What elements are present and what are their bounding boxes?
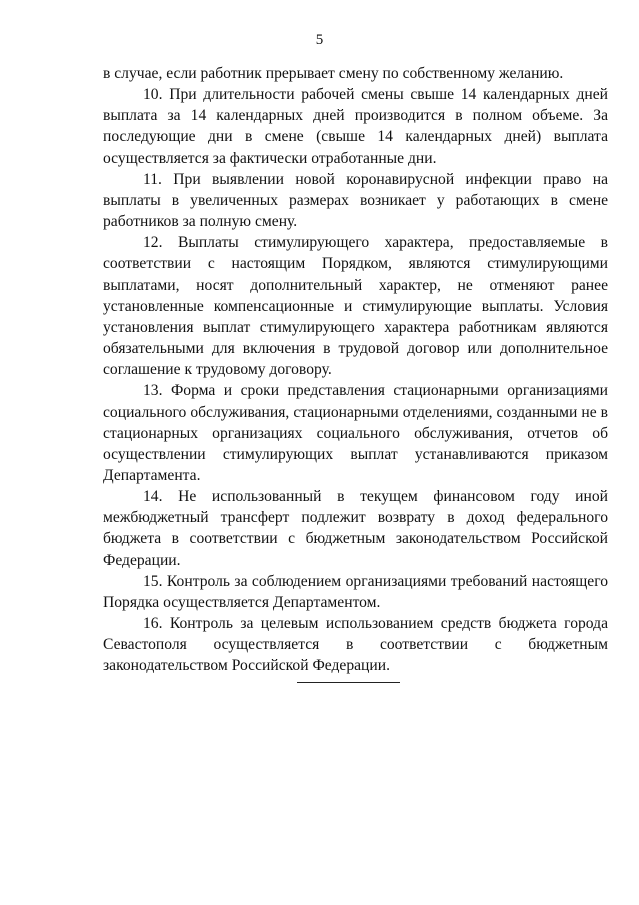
closing-divider	[297, 682, 400, 683]
paragraph-14: 14. Не использованный в текущем финансовом году иной межбюджетный трансферт подлежит возврату в доход федерального бюджета в соответствии с бюджетным законодательством Российской Федерации.	[103, 488, 608, 569]
paragraph-continuation: в случае, если работник прерывает смену по собственному желанию.	[103, 65, 564, 82]
paragraph-13: 13. Форма и сроки представления стационарными организациями социального обслуживания, стационарными отделениями, созданными не в стационарных организациях социального обслуживания, отчетов об осуществлении стимулирующих выплат устанавливаются приказом Департамента.	[103, 382, 608, 484]
paragraph-10: 10. При длительности рабочей смены свыше 14 календарных дней выплата за 14 календарных дней производится в полном объеме. За последующие дни в смене (свыше 14 календарных дней) выплата осуществляется за фактически отработанные дни.	[103, 86, 608, 167]
page-number: 5	[315, 32, 324, 48]
document-body	[103, 63, 608, 677]
paragraph-11: 11. При выявлении новой коронавирусной инфекции право на выплаты в увеличенных размерах возникает у работающих в смене работников за полную смену.	[103, 170, 608, 231]
paragraph-16: 16. Контроль за целевым использованием средств бюджета города Севастополя осуществляется в соответствии с бюджетным законодательством Российской Федерации.	[103, 615, 608, 675]
paragraph-15: 15. Контроль за соблюдением организациями требований настоящего Порядка осуществляется Департаментом.	[103, 572, 608, 611]
paragraph-12: 12. Выплаты стимулирующего характера, предоставляемые в соответствии с настоящим Порядком, являются стимулирующими выплатами, носят дополнительный характер, не отменяют ранее установленные компенсационные и стимулирующие выплаты. Условия установления выплат стимулирующего характера работникам являются обязательными для включения в трудовой договор или дополнительное соглашение к трудовому договору.	[103, 234, 608, 379]
